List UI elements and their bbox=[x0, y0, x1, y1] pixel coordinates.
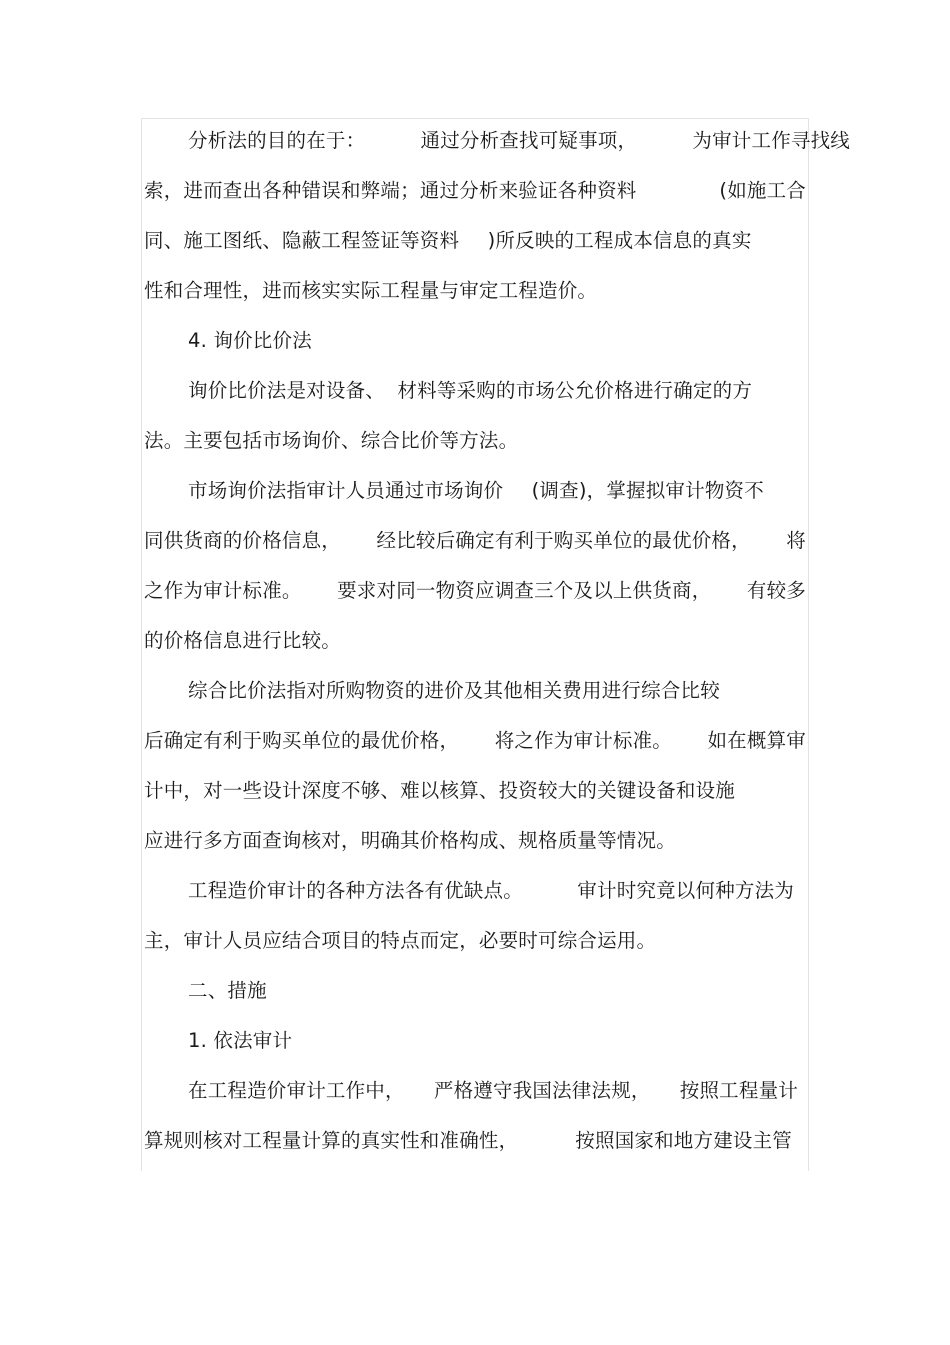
text-segment: 按照国家和地方建设主管 bbox=[575, 1129, 792, 1152]
text-segment: 应进行多方面查询核对，明确其价格构成、规格质量等情况。 bbox=[144, 829, 676, 852]
text-segment: 将 bbox=[786, 529, 806, 552]
text-segment: 主，审计人员应结合项目的特点而定，必要时可综合运用。 bbox=[144, 929, 657, 952]
text-line bbox=[144, 1128, 792, 1154]
text-segment: 后确定有利于购买单位的最优价格， bbox=[144, 729, 460, 752]
text-line bbox=[188, 378, 850, 404]
text-segment: (如施工合 bbox=[719, 179, 806, 202]
text-segment: 通过分析查找可疑事项， bbox=[420, 129, 638, 152]
text-line bbox=[144, 928, 806, 954]
text-line bbox=[144, 828, 806, 854]
text-segment: 索，进而查出各种错误和弊端；通过分析来验证各种资料 bbox=[144, 179, 637, 202]
text-segment: 综合比价法指对所购物资的进价及其他相关费用进行综合比较 bbox=[188, 679, 720, 702]
text-segment: 计中，对一些设计深度不够、难以核算、投资较大的关键设备和设施 bbox=[144, 779, 736, 802]
text-segment: 经比较后确定有利于购买单位的最优价格， bbox=[376, 529, 751, 552]
text-line bbox=[188, 128, 850, 154]
text-line bbox=[188, 478, 850, 504]
text-segment: 的价格信息进行比较。 bbox=[144, 629, 342, 652]
text-line bbox=[188, 1078, 798, 1104]
text-segment: (调查)，掌握拟审计物资不 bbox=[531, 479, 764, 502]
text-segment: 4. 询价比价法 bbox=[188, 329, 312, 352]
text-segment: 审计时究竟以何种方法为 bbox=[577, 879, 794, 902]
text-line bbox=[144, 428, 806, 454]
text-line bbox=[144, 528, 806, 554]
text-segment: 二、措施 bbox=[188, 979, 267, 1002]
subsection-heading bbox=[188, 1028, 850, 1054]
text-segment: 材料等采购的市场公允价格进行确定的方 bbox=[397, 379, 753, 402]
text-segment: 在工程造价审计工作中， bbox=[188, 1079, 405, 1102]
text-segment: 工程造价审计的各种方法各有优缺点。 bbox=[188, 879, 523, 902]
text-segment: 有较多 bbox=[746, 579, 806, 602]
text-segment: )所反映的工程成本信息的真实 bbox=[487, 229, 752, 252]
text-line bbox=[144, 178, 806, 204]
text-segment: 询价比价法是对设备、 bbox=[188, 379, 386, 402]
text-segment: 如在概算审 bbox=[707, 729, 806, 752]
section-heading bbox=[188, 978, 850, 1004]
text-segment: 算规则核对工程量计算的真实性和准确性， bbox=[144, 1129, 519, 1152]
section-heading bbox=[188, 328, 850, 354]
text-line bbox=[144, 628, 806, 654]
text-line bbox=[144, 778, 806, 804]
text-line bbox=[144, 278, 806, 304]
text-segment: 法。主要包括市场询价、综合比价等方法。 bbox=[144, 429, 519, 452]
text-segment: 要求对同一物资应调查三个及以上供货商， bbox=[337, 579, 712, 602]
text-segment: 之作为审计标准。 bbox=[144, 579, 302, 602]
text-segment: 1. 依法审计 bbox=[188, 1029, 293, 1052]
text-line bbox=[144, 578, 806, 604]
text-line bbox=[188, 878, 794, 904]
text-segment: 将之作为审计标准。 bbox=[494, 729, 672, 752]
text-line bbox=[144, 728, 806, 754]
text-segment: 同供货商的价格信息， bbox=[144, 529, 342, 552]
text-segment: 严格遵守我国法律法规， bbox=[433, 1079, 651, 1102]
text-line bbox=[188, 678, 850, 704]
text-segment: 同、施工图纸、隐蔽工程签证等资料 bbox=[144, 229, 460, 252]
text-line bbox=[144, 228, 806, 254]
text-segment: 市场询价法指审计人员通过市场询价 bbox=[188, 479, 504, 502]
text-segment: 按照工程量计 bbox=[679, 1079, 798, 1102]
text-segment: 为审计工作寻找线 bbox=[692, 129, 850, 152]
text-segment: 分析法的目的在于： bbox=[188, 129, 366, 152]
text-segment: 性和合理性，进而核实实际工程量与审定工程造价。 bbox=[144, 279, 598, 302]
